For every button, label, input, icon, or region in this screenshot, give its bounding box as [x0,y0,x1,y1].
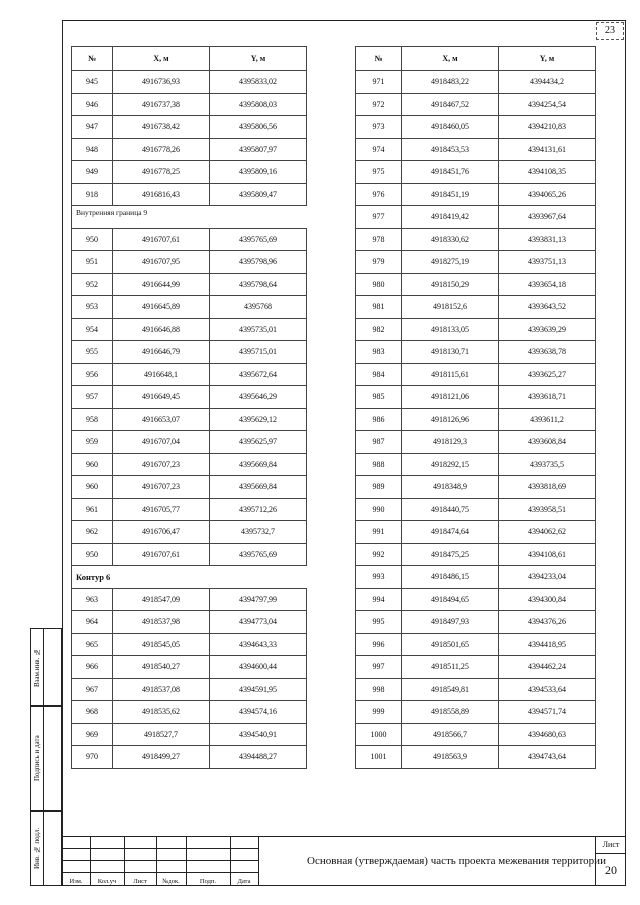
table-row [356,363,596,386]
x-coordinate: 4916736,93 [113,71,210,94]
x-coordinate: 4916706,47 [113,521,210,544]
y-coordinate: 4394300,84 [499,588,596,611]
point-number: 980 [356,273,402,296]
point-number: 987 [356,431,402,454]
y-coordinate: 4393643,52 [499,296,596,319]
y-coordinate: 4395768 [210,296,307,319]
header-number: № [72,47,113,71]
table-row [356,611,596,634]
y-coordinate: 4394533,64 [499,678,596,701]
table-row [356,341,596,364]
table-row [72,138,307,161]
point-number: 994 [356,588,402,611]
point-number: 956 [72,363,113,386]
y-coordinate: 4395629,12 [210,408,307,431]
y-coordinate: 4393831,13 [499,228,596,251]
x-coordinate: 4918453,53 [402,138,499,161]
y-coordinate: 4393639,29 [499,318,596,341]
y-coordinate: 4394462,24 [499,656,596,679]
y-coordinate: 4395806,56 [210,116,307,139]
point-number: 971 [356,71,402,94]
col-label-kolch: Кол.уч [97,878,117,885]
y-coordinate: 4395712,26 [210,498,307,521]
point-number: 983 [356,341,402,364]
table-row [356,588,596,611]
table-row [72,71,307,94]
point-number: 970 [72,746,113,769]
header-number: № [356,47,402,71]
y-coordinate: 4394376,26 [499,611,596,634]
y-coordinate: 4394418,95 [499,633,596,656]
x-coordinate: 4916705,77 [113,498,210,521]
table-row [356,746,596,769]
table-row [356,251,596,274]
y-coordinate: 4394488,27 [210,746,307,769]
sheet-box [595,836,626,886]
table-row [356,566,596,589]
y-coordinate: 4394797,99 [210,588,307,611]
col-label-izm: Изм. [69,878,83,885]
y-coordinate: 4394062,62 [499,521,596,544]
point-number: 955 [72,341,113,364]
table-row [72,408,307,431]
point-number: 988 [356,453,402,476]
point-number: 965 [72,633,113,656]
table-row [356,138,596,161]
revision-grid [62,836,258,886]
y-coordinate: 4393611,2 [499,408,596,431]
x-coordinate: 4916778,26 [113,138,210,161]
x-coordinate: 4918292,15 [402,453,499,476]
y-coordinate: 4394108,35 [499,161,596,184]
point-number: 949 [72,161,113,184]
table-row [72,723,307,746]
x-coordinate: 4918115,61 [402,363,499,386]
table-row [72,93,307,116]
y-coordinate: 4394643,33 [210,633,307,656]
x-coordinate: 4918275,19 [402,251,499,274]
point-number: 996 [356,633,402,656]
col-label-ndok: №док. [162,878,180,885]
y-coordinate: 4395798,64 [210,273,307,296]
x-coordinate: 4916646,79 [113,341,210,364]
col-label-list: Лист [133,878,147,885]
x-coordinate: 4916649,45 [113,386,210,409]
inv-replace-label: Взам.инв. № [33,647,41,687]
x-coordinate: 4918460,05 [402,116,499,139]
table-row [72,183,307,206]
table-row [72,543,307,566]
table-row [356,543,596,566]
table-header-row [72,47,307,71]
point-number: 984 [356,363,402,386]
x-coordinate: 4918348,9 [402,476,499,499]
x-coordinate: 4918150,29 [402,273,499,296]
y-coordinate: 4393818,69 [499,476,596,499]
y-coordinate: 4395715,01 [210,341,307,364]
point-number: 966 [72,656,113,679]
header-x: X, м [402,47,499,71]
x-coordinate: 4916653,07 [113,408,210,431]
y-coordinate: 4394233,04 [499,566,596,589]
table-row [356,386,596,409]
x-coordinate: 4916644,99 [113,273,210,296]
table-row [72,521,307,544]
point-number: 954 [72,318,113,341]
table-row [72,588,307,611]
x-coordinate: 4918133,05 [402,318,499,341]
header-x: X, м [113,47,210,71]
point-number: 979 [356,251,402,274]
point-number: 992 [356,543,402,566]
x-coordinate: 4916707,61 [113,228,210,251]
point-number: 947 [72,116,113,139]
point-number: 958 [72,408,113,431]
table-row [356,723,596,746]
point-number: 948 [72,138,113,161]
coordinates-table-right [355,46,596,769]
table-row [72,431,307,454]
col-label-podp: Подп. [199,878,217,885]
y-coordinate: 4393654,18 [499,273,596,296]
section-row [72,566,307,589]
point-number: 990 [356,498,402,521]
table-row [356,228,596,251]
point-number: 968 [72,701,113,724]
page-number-top: 23 [596,22,624,40]
table-row [356,701,596,724]
point-number: 995 [356,611,402,634]
point-number: 986 [356,408,402,431]
point-number: 973 [356,116,402,139]
table-row [72,701,307,724]
y-coordinate: 4393735,5 [499,453,596,476]
x-coordinate: 4918130,71 [402,341,499,364]
y-coordinate: 4395625,97 [210,431,307,454]
point-number: 976 [356,183,402,206]
inv-orig-label: Инв. № подл. [33,827,41,870]
point-number: 945 [72,71,113,94]
y-coordinate: 4395808,03 [210,93,307,116]
table-row [356,93,596,116]
table-row [72,251,307,274]
point-number: 978 [356,228,402,251]
x-coordinate: 4918501,65 [402,633,499,656]
table-row [356,476,596,499]
x-coordinate: 4918330,62 [402,228,499,251]
point-number: 997 [356,656,402,679]
point-number: 961 [72,498,113,521]
table-row [72,296,307,319]
y-coordinate: 4395735,01 [210,318,307,341]
x-coordinate: 4918537,08 [113,678,210,701]
point-number: 950 [72,228,113,251]
point-number: 975 [356,161,402,184]
point-number: 972 [356,93,402,116]
point-number: 964 [72,611,113,634]
y-coordinate: 4394434,2 [499,71,596,94]
x-coordinate: 4916737,38 [113,93,210,116]
point-number: 953 [72,296,113,319]
table-header-row [356,47,596,71]
x-coordinate: 4918467,52 [402,93,499,116]
y-coordinate: 4395807,97 [210,138,307,161]
section-label: Внутренняя граница 9 [72,206,307,229]
point-number: 952 [72,273,113,296]
x-coordinate: 4918474,64 [402,521,499,544]
point-number: 957 [72,386,113,409]
sign-date-label: Подпись и дата [33,735,41,782]
y-coordinate: 4394254,54 [499,93,596,116]
table-row [72,228,307,251]
y-coordinate: 4395809,47 [210,183,307,206]
table-row [356,498,596,521]
point-number: 981 [356,296,402,319]
point-number: 998 [356,678,402,701]
point-number: 977 [356,206,402,229]
point-number: 1000 [356,723,402,746]
x-coordinate: 4918129,3 [402,431,499,454]
y-coordinate: 4394743,64 [499,746,596,769]
x-coordinate: 4916645,89 [113,296,210,319]
y-coordinate: 4393967,64 [499,206,596,229]
y-coordinate: 4394680,63 [499,723,596,746]
x-coordinate: 4918451,76 [402,161,499,184]
y-coordinate: 4393958,51 [499,498,596,521]
table-row [72,116,307,139]
point-number: 991 [356,521,402,544]
point-number: 951 [72,251,113,274]
point-number: 963 [72,588,113,611]
x-coordinate: 4916707,95 [113,251,210,274]
table-row [356,183,596,206]
x-coordinate: 4918440,75 [402,498,499,521]
x-coordinate: 4918121,06 [402,386,499,409]
y-coordinate: 4395672,64 [210,363,307,386]
point-number: 989 [356,476,402,499]
x-coordinate: 4918558,89 [402,701,499,724]
y-coordinate: 4395669,84 [210,476,307,499]
table-row [72,678,307,701]
point-number: 974 [356,138,402,161]
y-coordinate: 4393618,71 [499,386,596,409]
coordinates-table-left [71,46,307,769]
table-row [72,273,307,296]
x-coordinate: 4918511,25 [402,656,499,679]
y-coordinate: 4394574,16 [210,701,307,724]
y-coordinate: 4395798,96 [210,251,307,274]
y-coordinate: 4394108,61 [499,543,596,566]
x-coordinate: 4918451,19 [402,183,499,206]
point-number: 982 [356,318,402,341]
point-number: 985 [356,386,402,409]
header-y: Y, м [210,47,307,71]
table-row [72,341,307,364]
x-coordinate: 4918527,7 [113,723,210,746]
x-coordinate: 4916738,42 [113,116,210,139]
y-coordinate: 4393638,78 [499,341,596,364]
x-coordinate: 4916707,04 [113,431,210,454]
x-coordinate: 4918152,6 [402,296,499,319]
table-row [72,633,307,656]
x-coordinate: 4918494,65 [402,588,499,611]
sheet-number: 20 [605,863,617,877]
x-coordinate: 4916646,88 [113,318,210,341]
y-coordinate: 4394600,44 [210,656,307,679]
x-coordinate: 4918497,93 [402,611,499,634]
table-row [72,161,307,184]
table-row [356,161,596,184]
x-coordinate: 4918486,15 [402,566,499,589]
x-coordinate: 4918547,09 [113,588,210,611]
y-coordinate: 4395669,84 [210,453,307,476]
table-row [72,386,307,409]
table-row [356,273,596,296]
table-row [72,318,307,341]
header-y: Y, м [499,47,596,71]
x-coordinate: 4916816,43 [113,183,210,206]
x-coordinate: 4918540,27 [113,656,210,679]
x-coordinate: 4918483,22 [402,71,499,94]
point-number: 950 [72,543,113,566]
x-coordinate: 4918545,05 [113,633,210,656]
table-row [356,71,596,94]
table-row [356,318,596,341]
table-row [72,476,307,499]
x-coordinate: 4916707,23 [113,476,210,499]
point-number: 1001 [356,746,402,769]
title-block [62,836,626,886]
x-coordinate: 4918563,9 [402,746,499,769]
point-number: 960 [72,453,113,476]
y-coordinate: 4393608,84 [499,431,596,454]
y-coordinate: 4395809,16 [210,161,307,184]
table-row [356,453,596,476]
y-coordinate: 4395765,69 [210,228,307,251]
point-number: 959 [72,431,113,454]
x-coordinate: 4918499,27 [113,746,210,769]
x-coordinate: 4918419,42 [402,206,499,229]
x-coordinate: 4918537,98 [113,611,210,634]
table-row [356,521,596,544]
y-coordinate: 4395646,29 [210,386,307,409]
table-row [356,678,596,701]
point-number: 993 [356,566,402,589]
table-row [72,611,307,634]
x-coordinate: 4918475,25 [402,543,499,566]
x-coordinate: 4916778,25 [113,161,210,184]
y-coordinate: 4394773,04 [210,611,307,634]
table-row [356,206,596,229]
table-row [72,453,307,476]
y-coordinate: 4394065,26 [499,183,596,206]
x-coordinate: 4918566,7 [402,723,499,746]
y-coordinate: 4395765,69 [210,543,307,566]
table-row [72,498,307,521]
x-coordinate: 4916707,23 [113,453,210,476]
x-coordinate: 4916648,1 [113,363,210,386]
table-row [356,431,596,454]
section-row [72,206,307,229]
y-coordinate: 4394571,74 [499,701,596,724]
table-row [72,746,307,769]
table-row [72,656,307,679]
table-row [356,656,596,679]
point-number: 967 [72,678,113,701]
point-number: 969 [72,723,113,746]
y-coordinate: 4395732,7 [210,521,307,544]
x-coordinate: 4918549,81 [402,678,499,701]
table-row [356,296,596,319]
y-coordinate: 4393751,13 [499,251,596,274]
point-number: 962 [72,521,113,544]
y-coordinate: 4394131,61 [499,138,596,161]
table-row [356,633,596,656]
y-coordinate: 4394540,91 [210,723,307,746]
y-coordinate: 4395833,02 [210,71,307,94]
y-coordinate: 4394591,95 [210,678,307,701]
x-coordinate: 4918126,96 [402,408,499,431]
left-margin-stamp [30,628,62,886]
table-row [356,116,596,139]
point-number: 918 [72,183,113,206]
x-coordinate: 4918535,62 [113,701,210,724]
y-coordinate: 4393625,27 [499,363,596,386]
point-number: 999 [356,701,402,724]
table-row [356,408,596,431]
sheet-label: Лист [596,836,626,854]
x-coordinate: 4916707,61 [113,543,210,566]
point-number: 960 [72,476,113,499]
table-row [72,363,307,386]
section-label: Контур 6 [72,566,307,589]
y-coordinate: 4394210,83 [499,116,596,139]
point-number: 946 [72,93,113,116]
col-label-data: Дата [237,878,251,885]
document-title: Основная (утверждаемая) часть проекта межевания территории [258,836,640,886]
